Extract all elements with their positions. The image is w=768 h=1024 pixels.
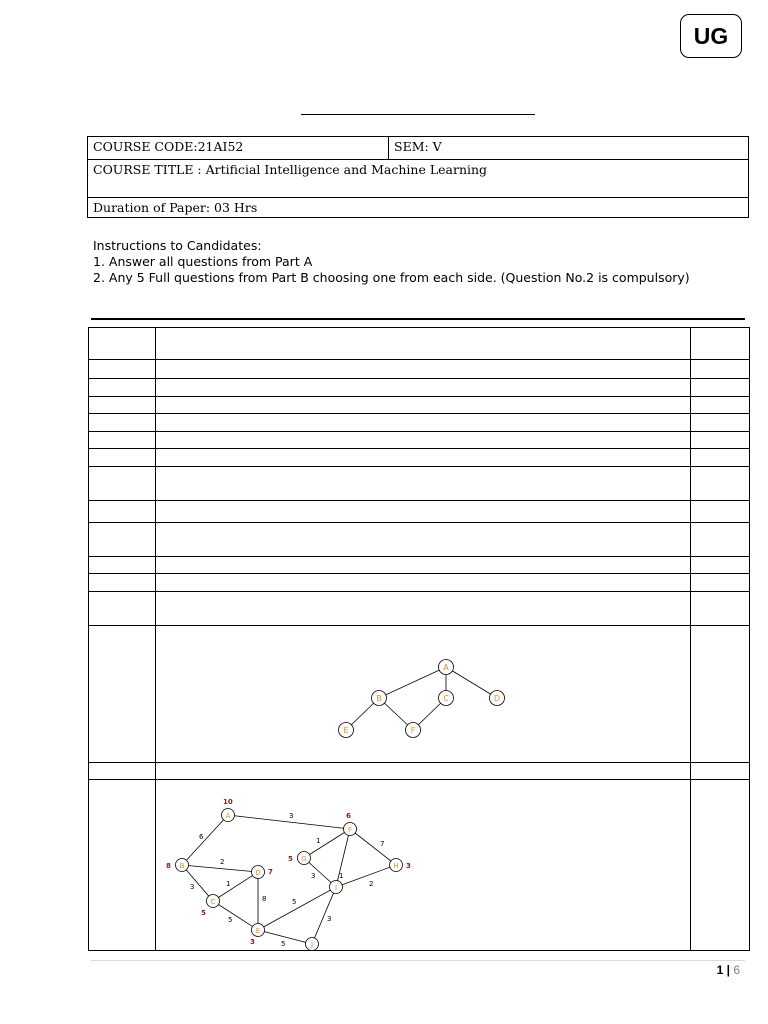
edge-weight-label: 6: [199, 833, 204, 841]
table-row: [89, 574, 750, 592]
svg-text:E: E: [255, 927, 261, 935]
tree-graph: [156, 626, 691, 763]
heuristic-label: 5: [288, 855, 293, 863]
table-row: [89, 449, 750, 467]
heuristic-label: 10: [223, 798, 233, 806]
graph-node: [222, 809, 235, 822]
graph-node: [207, 895, 220, 908]
graph-node: [344, 823, 357, 836]
table-row: [89, 328, 750, 360]
duration: Duration of Paper: 03 Hrs: [88, 198, 749, 218]
edge-weight-label: 7: [380, 840, 385, 848]
heuristic-label: 7: [268, 868, 273, 876]
svg-text:J: J: [310, 941, 314, 949]
instructions: [93, 238, 733, 286]
table-row: [89, 592, 750, 626]
ug-badge: UG: [680, 14, 742, 58]
edge-weight-label: 3: [327, 915, 332, 923]
heuristic-label: 3: [250, 938, 255, 946]
svg-text:A: A: [225, 812, 231, 820]
table-row: [89, 432, 750, 449]
svg-text:H: H: [393, 862, 399, 870]
tree-node: [439, 660, 454, 675]
tree-node: [439, 691, 454, 706]
weighted-graph: [156, 780, 691, 951]
table-row: [89, 360, 750, 379]
edge-weight-label: 8: [262, 895, 267, 903]
semester: SEM: V: [389, 137, 749, 160]
edge-weight-label: 5: [228, 916, 233, 924]
graph-node: [390, 859, 403, 872]
svg-text:D: D: [493, 694, 501, 703]
footer-line: [91, 960, 745, 961]
graph-node: [330, 881, 343, 894]
page-current: 1: [716, 963, 724, 977]
heuristic-label: 3: [406, 862, 411, 870]
graph-node: [298, 852, 311, 865]
table-row: [89, 523, 750, 557]
table-row: [89, 501, 750, 523]
instruction-item: 2. Any 5 Full questions from Part B choosing one from each side. (Question No.2 is compulsory): [93, 270, 690, 285]
svg-text:F: F: [347, 826, 353, 834]
svg-text:C: C: [210, 898, 216, 906]
edge-weight-label: 2: [369, 880, 374, 888]
table-row: [89, 780, 750, 951]
graph-node: [176, 859, 189, 872]
course-title: COURSE TITLE : Artificial Intelligence and Machine Learning: [88, 160, 749, 198]
tree-node: [406, 723, 421, 738]
instructions-heading: Instructions to Candidates:: [93, 238, 262, 253]
title-underline: [301, 114, 535, 115]
svg-text:B: B: [179, 862, 185, 870]
svg-text:E: E: [343, 726, 349, 735]
table-row: [89, 763, 750, 780]
graph-node: [306, 938, 319, 951]
edge-weight-label: 3: [311, 872, 316, 880]
heuristic-label: 5: [201, 909, 206, 917]
course-code: COURSE CODE:21AI52: [88, 137, 389, 160]
svg-text:A: A: [443, 663, 449, 672]
page-total: 6: [733, 963, 740, 977]
table-row: [89, 397, 750, 414]
table-row: [89, 557, 750, 574]
svg-text:C: C: [443, 694, 449, 703]
edge-weight-label: 3: [190, 883, 195, 891]
graph-node: [252, 866, 265, 879]
heuristic-label: 8: [166, 862, 171, 870]
table-row: [89, 467, 750, 501]
course-header-table: [87, 136, 749, 218]
page-number: [717, 963, 740, 977]
table-row: [89, 379, 750, 397]
edge-weight-label: 1: [226, 880, 231, 888]
svg-text:G: G: [301, 855, 307, 863]
edge-weight-label: 1: [339, 872, 344, 880]
page-separator: |: [726, 963, 730, 977]
table-row: [89, 626, 750, 763]
svg-text:B: B: [376, 694, 382, 703]
edge-weight-label: 5: [292, 898, 297, 906]
instruction-item: 1. Answer all questions from Part A: [93, 254, 313, 269]
edge-weight-label: 1: [316, 837, 321, 845]
table-row: [89, 414, 750, 432]
svg-text:I: I: [334, 884, 338, 892]
edge-weight-label: 2: [220, 858, 225, 866]
edge-weight-label: 3: [289, 812, 294, 820]
tree-node: [372, 691, 387, 706]
weighted-graph-cell: [156, 780, 691, 951]
svg-text:D: D: [255, 869, 261, 877]
tree-node: [339, 723, 354, 738]
svg-text:F: F: [410, 726, 416, 735]
separator-line: [91, 318, 745, 320]
questions-table: [88, 327, 750, 951]
tree-node: [490, 691, 505, 706]
edge-weight-label: 5: [281, 940, 286, 948]
graph-node: [252, 924, 265, 937]
heuristic-label: 6: [346, 812, 351, 820]
tree-graph-cell: [156, 626, 691, 763]
